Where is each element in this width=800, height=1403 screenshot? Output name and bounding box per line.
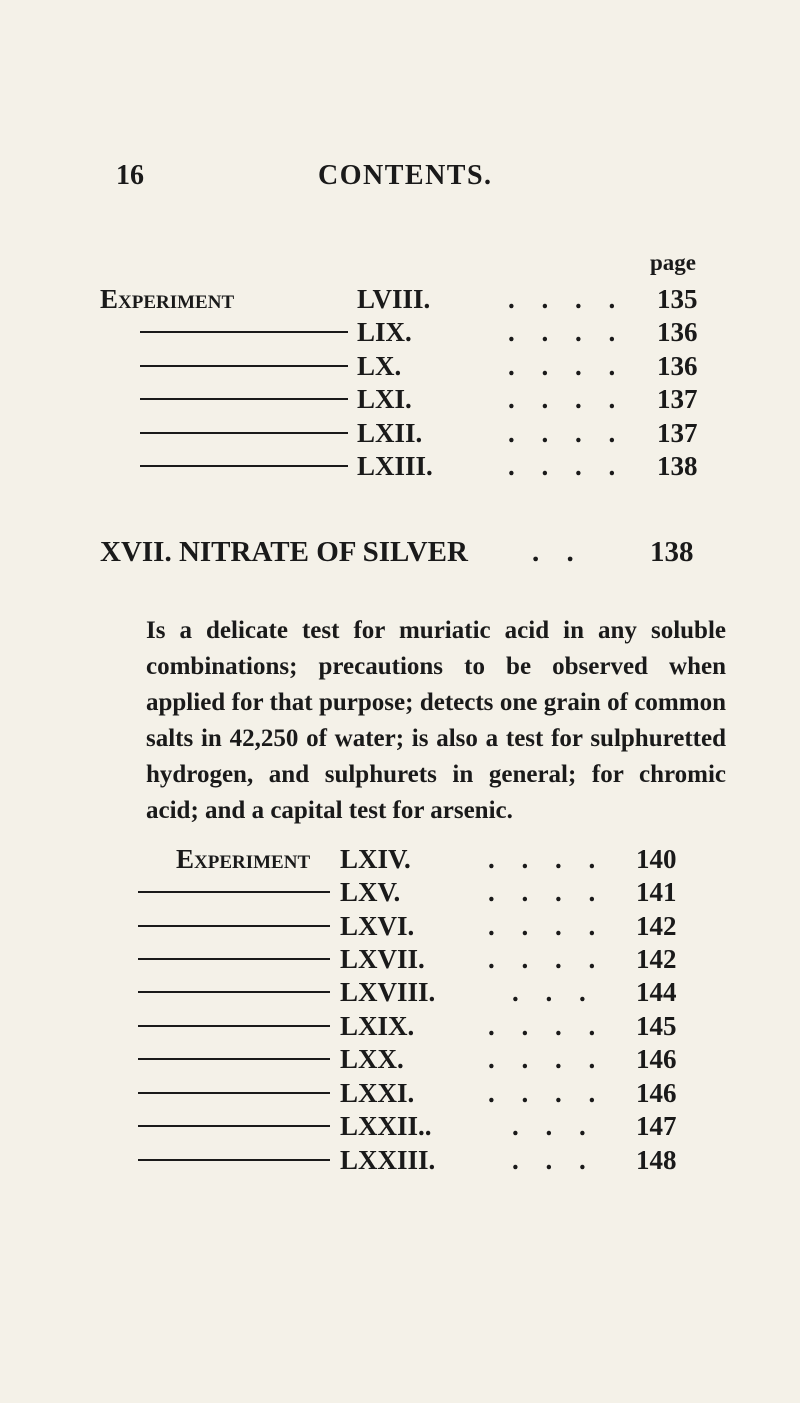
entry-numeral: LXII. <box>357 418 423 448</box>
toc-entry <box>176 844 800 874</box>
toc-entry <box>176 877 800 907</box>
section-description: Is a delicate test for muriatic acid in any soluble combinations; precautions to be observed when applied for that purpose; detects one grain of common salts in 42,250 of water; is also a test for sulphuretted hydrogen, and sulphurets in general; for chromic acid; and a capital test for arsenic. <box>146 617 726 824</box>
dot-leader: . . . . <box>508 284 626 314</box>
entry-page: 138 <box>657 451 698 481</box>
entry-numeral: LXX. <box>340 1044 404 1074</box>
entry-numeral: LVIII. <box>357 284 431 314</box>
toc-entry <box>100 384 800 414</box>
dot-leader: . . . . <box>488 1011 606 1041</box>
entry-page: 146 <box>636 1078 677 1108</box>
entry-page: 148 <box>636 1145 677 1175</box>
ditto-dash <box>138 958 330 960</box>
dot-leader: . . . <box>512 977 596 1007</box>
dot-leader: . . . . <box>488 877 606 907</box>
toc-entry <box>176 1145 800 1175</box>
ditto-dash <box>138 1025 330 1027</box>
entry-numeral: LXIX. <box>340 1011 415 1041</box>
toc-entry <box>176 1044 800 1074</box>
toc-entry <box>100 284 800 314</box>
dot-leader: . . . . <box>508 351 626 381</box>
section-page: 138 <box>650 536 694 568</box>
entry-page: 140 <box>636 844 677 874</box>
entry-numeral: LXXIII. <box>340 1145 436 1175</box>
entry-page: 147 <box>636 1111 677 1141</box>
toc-entry <box>176 1011 800 1041</box>
running-head: CONTENTS. <box>318 160 493 191</box>
entry-page: 141 <box>636 877 677 907</box>
toc-entry <box>100 317 800 347</box>
toc-entry <box>100 451 800 481</box>
entry-page: 135 <box>657 284 698 314</box>
toc-entry <box>176 1078 800 1108</box>
ditto-dash <box>138 991 330 993</box>
dot-leader: . . . . <box>508 384 626 414</box>
entry-page: 145 <box>636 1011 677 1041</box>
entry-page: 142 <box>636 944 677 974</box>
entry-numeral: LXVII. <box>340 944 425 974</box>
entry-numeral: LXVI. <box>340 911 415 941</box>
toc-entry <box>176 944 800 974</box>
entry-prefix: Experiment <box>176 844 311 874</box>
ditto-dash <box>138 1058 330 1060</box>
ditto-dash <box>138 925 330 927</box>
ditto-dash <box>138 1159 330 1161</box>
entry-prefix: Experiment <box>100 284 235 314</box>
dot-leader: . . . . <box>488 944 606 974</box>
dot-leader: . . . . <box>488 1044 606 1074</box>
section-title: XVII. NITRATE OF SILVER <box>100 536 468 568</box>
entry-numeral: LIX. <box>357 317 412 347</box>
entry-page: 137 <box>657 384 698 414</box>
toc-entry <box>176 1111 800 1141</box>
dot-leader: . . . . <box>508 451 626 481</box>
entry-numeral: LXVIII. <box>340 977 436 1007</box>
dot-leader: . . <box>532 536 584 568</box>
entry-page: 142 <box>636 911 677 941</box>
toc-entry <box>100 418 800 448</box>
entry-numeral: LXI. <box>357 384 412 414</box>
dot-leader: . . . <box>512 1145 596 1175</box>
dot-leader: . . . <box>512 1111 596 1141</box>
entry-numeral: LXIV. <box>340 844 411 874</box>
dot-leader: . . . . <box>488 1078 606 1108</box>
entry-numeral: LXXI. <box>340 1078 415 1108</box>
ditto-dash <box>140 398 348 400</box>
dot-leader: . . . . <box>488 911 606 941</box>
page-column-label: page <box>650 250 696 275</box>
page-number: 16 <box>116 160 144 191</box>
entry-page: 136 <box>657 317 698 347</box>
toc-entry <box>176 911 800 941</box>
entry-page: 136 <box>657 351 698 381</box>
entry-page: 137 <box>657 418 698 448</box>
entry-page: 146 <box>636 1044 677 1074</box>
entry-numeral: LX. <box>357 351 402 381</box>
entry-numeral: LXV. <box>340 877 401 907</box>
ditto-dash <box>140 432 348 434</box>
ditto-dash <box>140 331 348 333</box>
dot-leader: . . . . <box>508 418 626 448</box>
ditto-dash <box>140 465 348 467</box>
entry-numeral: LXXII.. <box>340 1111 432 1141</box>
ditto-dash <box>140 365 348 367</box>
entry-numeral: LXIII. <box>357 451 433 481</box>
entry-page: 144 <box>636 977 677 1007</box>
toc-entry <box>100 351 800 381</box>
ditto-dash <box>138 891 330 893</box>
dot-leader: . . . . <box>508 317 626 347</box>
ditto-dash <box>138 1092 330 1094</box>
dot-leader: . . . . <box>488 844 606 874</box>
toc-entry <box>176 977 800 1007</box>
ditto-dash <box>138 1125 330 1127</box>
